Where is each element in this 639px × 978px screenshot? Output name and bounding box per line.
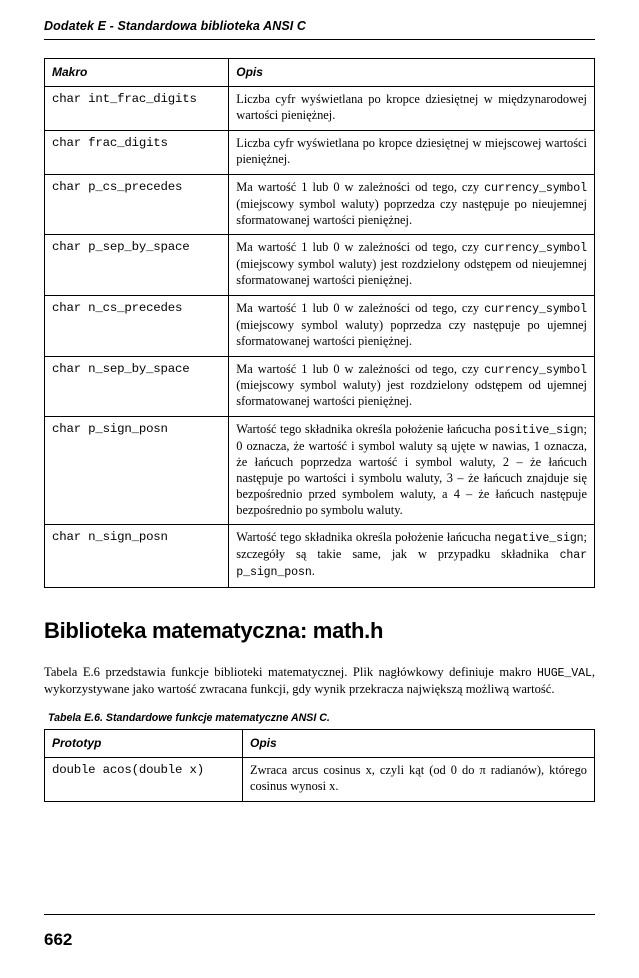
cell-macro: char p_sign_posn — [45, 417, 229, 525]
cell-prototype: double acos(double x) — [45, 758, 243, 802]
cell-description: Liczba cyfr wyświetlana po kropce dziesiętnej w międzynarodowej wartości pieniężnej. — [229, 87, 595, 131]
cell-description: Ma wartość 1 lub 0 w zależności od tego, czy currency_symbol (miejscowy symbol waluty) jest rozdzielony odstępem od nieujemnej sformatowanej wartości pieniężnej. — [229, 235, 595, 296]
cell-description: Liczba cyfr wyświetlana po kropce dziesiętnej w miejscowej wartości pieniężnej. — [229, 131, 595, 175]
macro-table-body — [45, 87, 595, 588]
function-table-body — [45, 758, 595, 802]
cell-description: Zwraca arcus cosinus x, czyli kąt (od 0 do π radianów), którego cosinus wynosi x. — [243, 758, 595, 802]
table-row — [45, 758, 595, 802]
column-header-prototype: Prototyp — [45, 730, 243, 758]
table-header-row — [45, 59, 595, 87]
column-header-macro: Makro — [45, 59, 229, 87]
table-row — [45, 87, 595, 131]
header-divider — [44, 39, 595, 40]
column-header-description: Opis — [243, 730, 595, 758]
cell-macro: char n_sign_posn — [45, 525, 229, 587]
cell-macro: char int_frac_digits — [45, 87, 229, 131]
locale-macro-table — [44, 58, 595, 588]
table-row — [45, 131, 595, 175]
column-header-description: Opis — [229, 59, 595, 87]
cell-description: Ma wartość 1 lub 0 w zależności od tego, czy currency_symbol (miejscowy symbol waluty) poprzedza czy następuje po ujemnej sformatowanej wartości pieniężnej. — [229, 296, 595, 357]
cell-macro: char n_cs_precedes — [45, 296, 229, 357]
table-caption: Tabela E.6. Standardowe funkcje matematyczne ANSI C. — [48, 712, 330, 724]
table-row — [45, 235, 595, 296]
running-head-title: Standardowa biblioteka ANSI C — [117, 19, 307, 33]
page-number: 662 — [44, 930, 73, 949]
cell-description: Ma wartość 1 lub 0 w zależności od tego, czy currency_symbol (miejscowy symbol waluty) jest rozdzielony odstępem od ujemnej sformatowanej wartości pieniężnej. — [229, 356, 595, 417]
table-row — [45, 525, 595, 587]
cell-description: Ma wartość 1 lub 0 w zależności od tego, czy currency_symbol (miejscowy symbol waluty) poprzedza czy następuje po nieujemnej sformatowanej wartości pieniężnej. — [229, 174, 595, 235]
math-function-table — [44, 729, 595, 802]
cell-macro: char p_sep_by_space — [45, 235, 229, 296]
running-head — [44, 0, 595, 33]
table-row — [45, 356, 595, 417]
cell-macro: char n_sep_by_space — [45, 356, 229, 417]
table-row — [45, 174, 595, 235]
cell-macro: char p_cs_precedes — [45, 174, 229, 235]
section-paragraph: Tabela E.6 przedstawia funkcje biblioteki matematycznej. Plik nagłówkowy definiuje makro HUGE_VAL, wykorzystywane jako wartość zwracana funkcji, gdy wynik przekracza największą możliwą wartość. — [44, 664, 595, 697]
section-title: Biblioteka matematyczna: math.h — [44, 617, 384, 643]
running-head-separator: - — [109, 19, 114, 33]
table-row — [45, 417, 595, 525]
table-header-row — [45, 730, 595, 758]
cell-description: Wartość tego składnika określa położenie łańcucha negative_sign; szczegóły są takie same, jak w przypadku składnika char p_sign_posn. — [229, 525, 595, 587]
running-head-appendix: Dodatek E — [44, 19, 107, 33]
cell-macro: char frac_digits — [45, 131, 229, 175]
cell-description: Wartość tego składnika określa położenie łańcucha positive_sign; 0 oznacza, że wartość i symbol waluty są ujęte w nawias, 1 oznacza, że łańcuch poprzedza wartość i symbol waluty, 2 – że łańcuch następuje po wartości i symbolu waluty, 3 – że łańcuch znajduje się bezpośrednio przed symbolem waluty, a 4 – że łańcuch następuje bezpośrednio po symbolu waluty. — [229, 417, 595, 525]
table-row — [45, 296, 595, 357]
footer-divider — [44, 914, 595, 915]
